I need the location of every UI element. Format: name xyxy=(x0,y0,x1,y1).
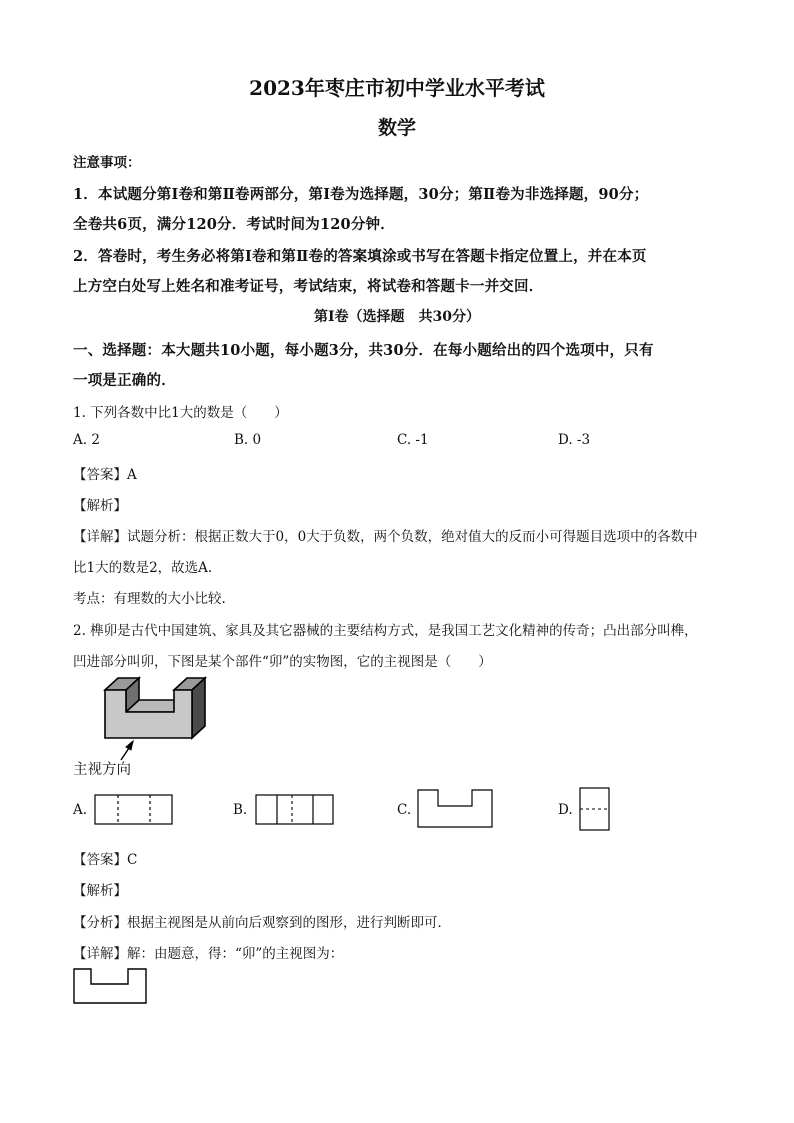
q2-option-c-label: C. xyxy=(397,802,412,818)
q1-option-b: B. 0 xyxy=(234,432,262,448)
q2-answer: 【答案】C xyxy=(73,852,138,868)
q2-option-b-label: B. xyxy=(233,802,248,818)
q2-stem-line1: 2. 榫卯是古代中国建筑、家具及其它器械的主要结构方式，是我国工艺文化精神的传奇；凸出部分叫榫， xyxy=(73,623,698,639)
q1-detail-line2: 比1大的数是2，故选A. xyxy=(73,560,213,576)
q2-option-d-label: D. xyxy=(558,802,573,818)
q2-detail: 【详解】解：由题意，得：“卯”的主视图为： xyxy=(73,946,344,962)
q1-stem: 1. 下列各数中比1大的数是（ ） xyxy=(73,405,288,421)
section-title: 第Ⅰ卷（选择题 共30分） xyxy=(313,309,481,325)
page-subtitle: 数学 xyxy=(377,117,416,139)
view-direction-label: 主视方向 xyxy=(73,762,131,778)
notice-item2-line1: 2．答卷时，考生务必将第Ⅰ卷和第Ⅱ卷的答案填涂或书写在答题卡指定位置上，并在本页 xyxy=(73,248,647,265)
q1-analysis: 【解析】 xyxy=(73,498,127,514)
notice-item2-line2: 上方空白处写上姓名和准考证号，考试结束，将试卷和答题卡一并交回． xyxy=(73,278,544,295)
notice-item1-line1: 1．本试题分第Ⅰ卷和第Ⅱ卷两部分，第Ⅰ卷为选择题，30分；第Ⅱ卷为非选择题，90分； xyxy=(73,186,649,203)
q2-analysis: 【解析】 xyxy=(73,883,127,899)
page-title: 2023年枣庄市初中学业水平考试 xyxy=(249,76,545,100)
q1-point: 考点：有理数的大小比较. xyxy=(73,591,226,607)
q2-method: 【分析】根据主视图是从前向后观察到的图形，进行判断即可． xyxy=(73,915,451,931)
part1-line2: 一项是正确的． xyxy=(73,372,176,389)
notice-item1-line2: 全卷共6页，满分120分．考试时间为120分钟． xyxy=(73,216,395,233)
q1-option-c: C. -1 xyxy=(397,432,429,448)
q1-detail-line1: 【详解】试题分析：根据正数大于0，0大于负数，两个负数，绝对值大的反而小可得题目选项中的各数中 xyxy=(73,529,698,545)
q1-option-a: A. 2 xyxy=(73,432,100,448)
part1-line1: 一、选择题：本大题共10小题，每小题3分，共30分．在每小题给出的四个选项中，只有 xyxy=(73,342,654,359)
notice-heading: 注意事项： xyxy=(73,155,141,171)
q2-option-a-label: A. xyxy=(73,802,88,818)
q1-option-d: D. -3 xyxy=(558,432,591,448)
q2-stem-line2: 凹进部分叫卯，下图是某个部件“卯”的实物图，它的主视图是（ ） xyxy=(73,654,492,670)
q1-answer: 【答案】A xyxy=(73,467,137,483)
